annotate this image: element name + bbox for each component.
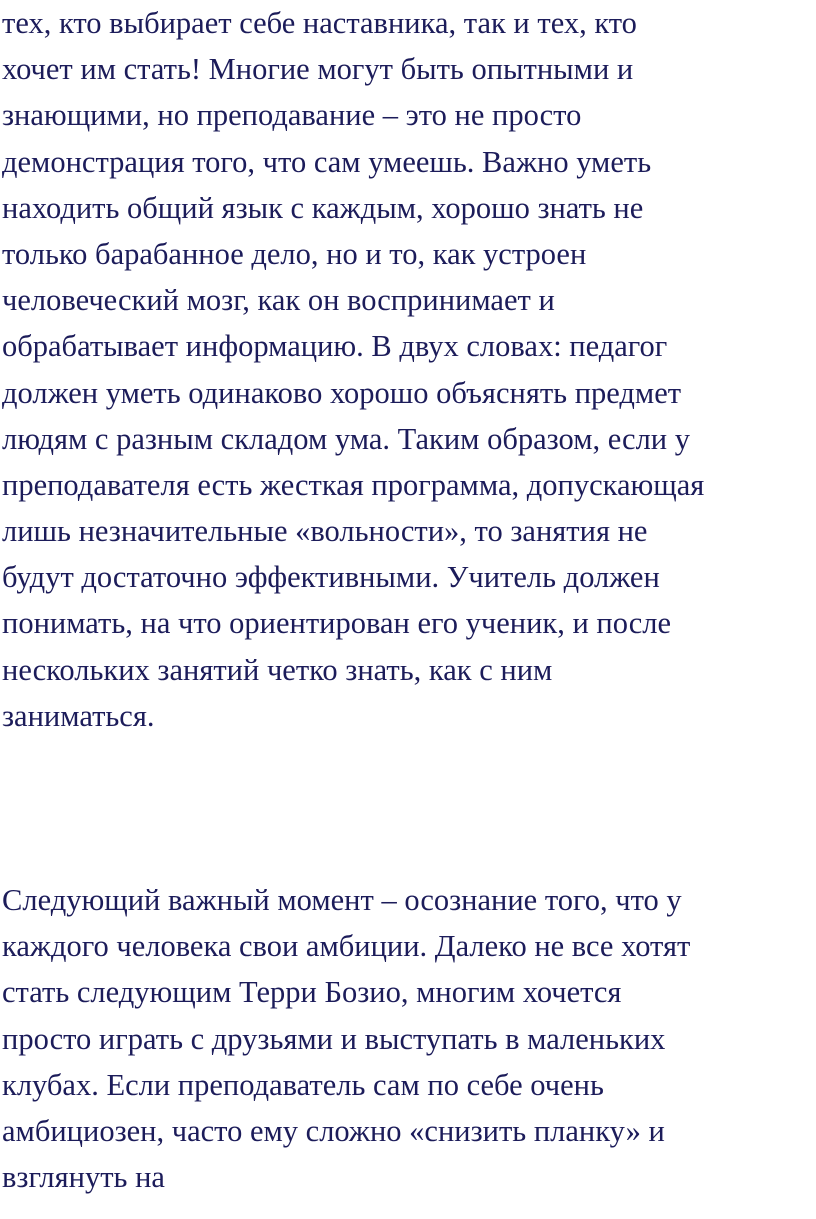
text-line: амбициозен, часто ему сложно «снизить планку» и — [2, 1113, 665, 1148]
text-line: преподавателя есть жесткая программа, допускающая — [2, 467, 705, 502]
text-line: хочет им стать! Многие могут быть опытными и — [2, 52, 634, 87]
text-line: демонстрация того, что сам умеешь. Важно уметь — [2, 144, 652, 179]
text-line: должен уметь одинаково хорошо объяснять предмет — [2, 375, 682, 410]
text-line: понимать, на что ориентирован его ученик, и после — [2, 606, 672, 641]
text-line: находить общий язык с каждым, хорошо знать не — [2, 190, 644, 225]
paragraph-mentor-teaching — [2, 0, 814, 739]
text-line: каждого человека свои амбиции. Далеко не все хотят — [2, 929, 691, 964]
text-line: тех, кто выбирает себе наставника, так и тех, кто — [2, 6, 637, 40]
text-line: клубах. Если преподаватель сам по себе очень — [2, 1067, 604, 1102]
text-line: взглянуть на — [2, 1160, 165, 1195]
text-line: стать следующим Терри Бозио, многим хочется — [2, 975, 622, 1010]
text-line: Следующий важный момент – осознание того, что у — [2, 883, 682, 917]
text-line: человеческий мозг, как он воспринимает и — [2, 283, 555, 318]
paragraph-ambitions — [2, 877, 814, 1200]
text-line: нескольких занятий четко знать, как с ним — [2, 652, 553, 687]
text-line: знающими, но преподавание – это не просто — [2, 98, 582, 133]
text-line: обрабатывает информацию. В двух словах: педагог — [2, 329, 668, 364]
text-line: только барабанное дело, но и то, как устроен — [2, 236, 587, 271]
text-line: заниматься. — [2, 698, 155, 733]
text-line: людям с разным складом ума. Таким образом, если у — [2, 421, 690, 456]
text-line: лишь незначительные «вольности», то занятия не — [2, 514, 648, 549]
text-line: будут достаточно эффективными. Учитель должен — [2, 560, 660, 595]
text-line: просто играть с друзьями и выступать в маленьких — [2, 1021, 666, 1056]
